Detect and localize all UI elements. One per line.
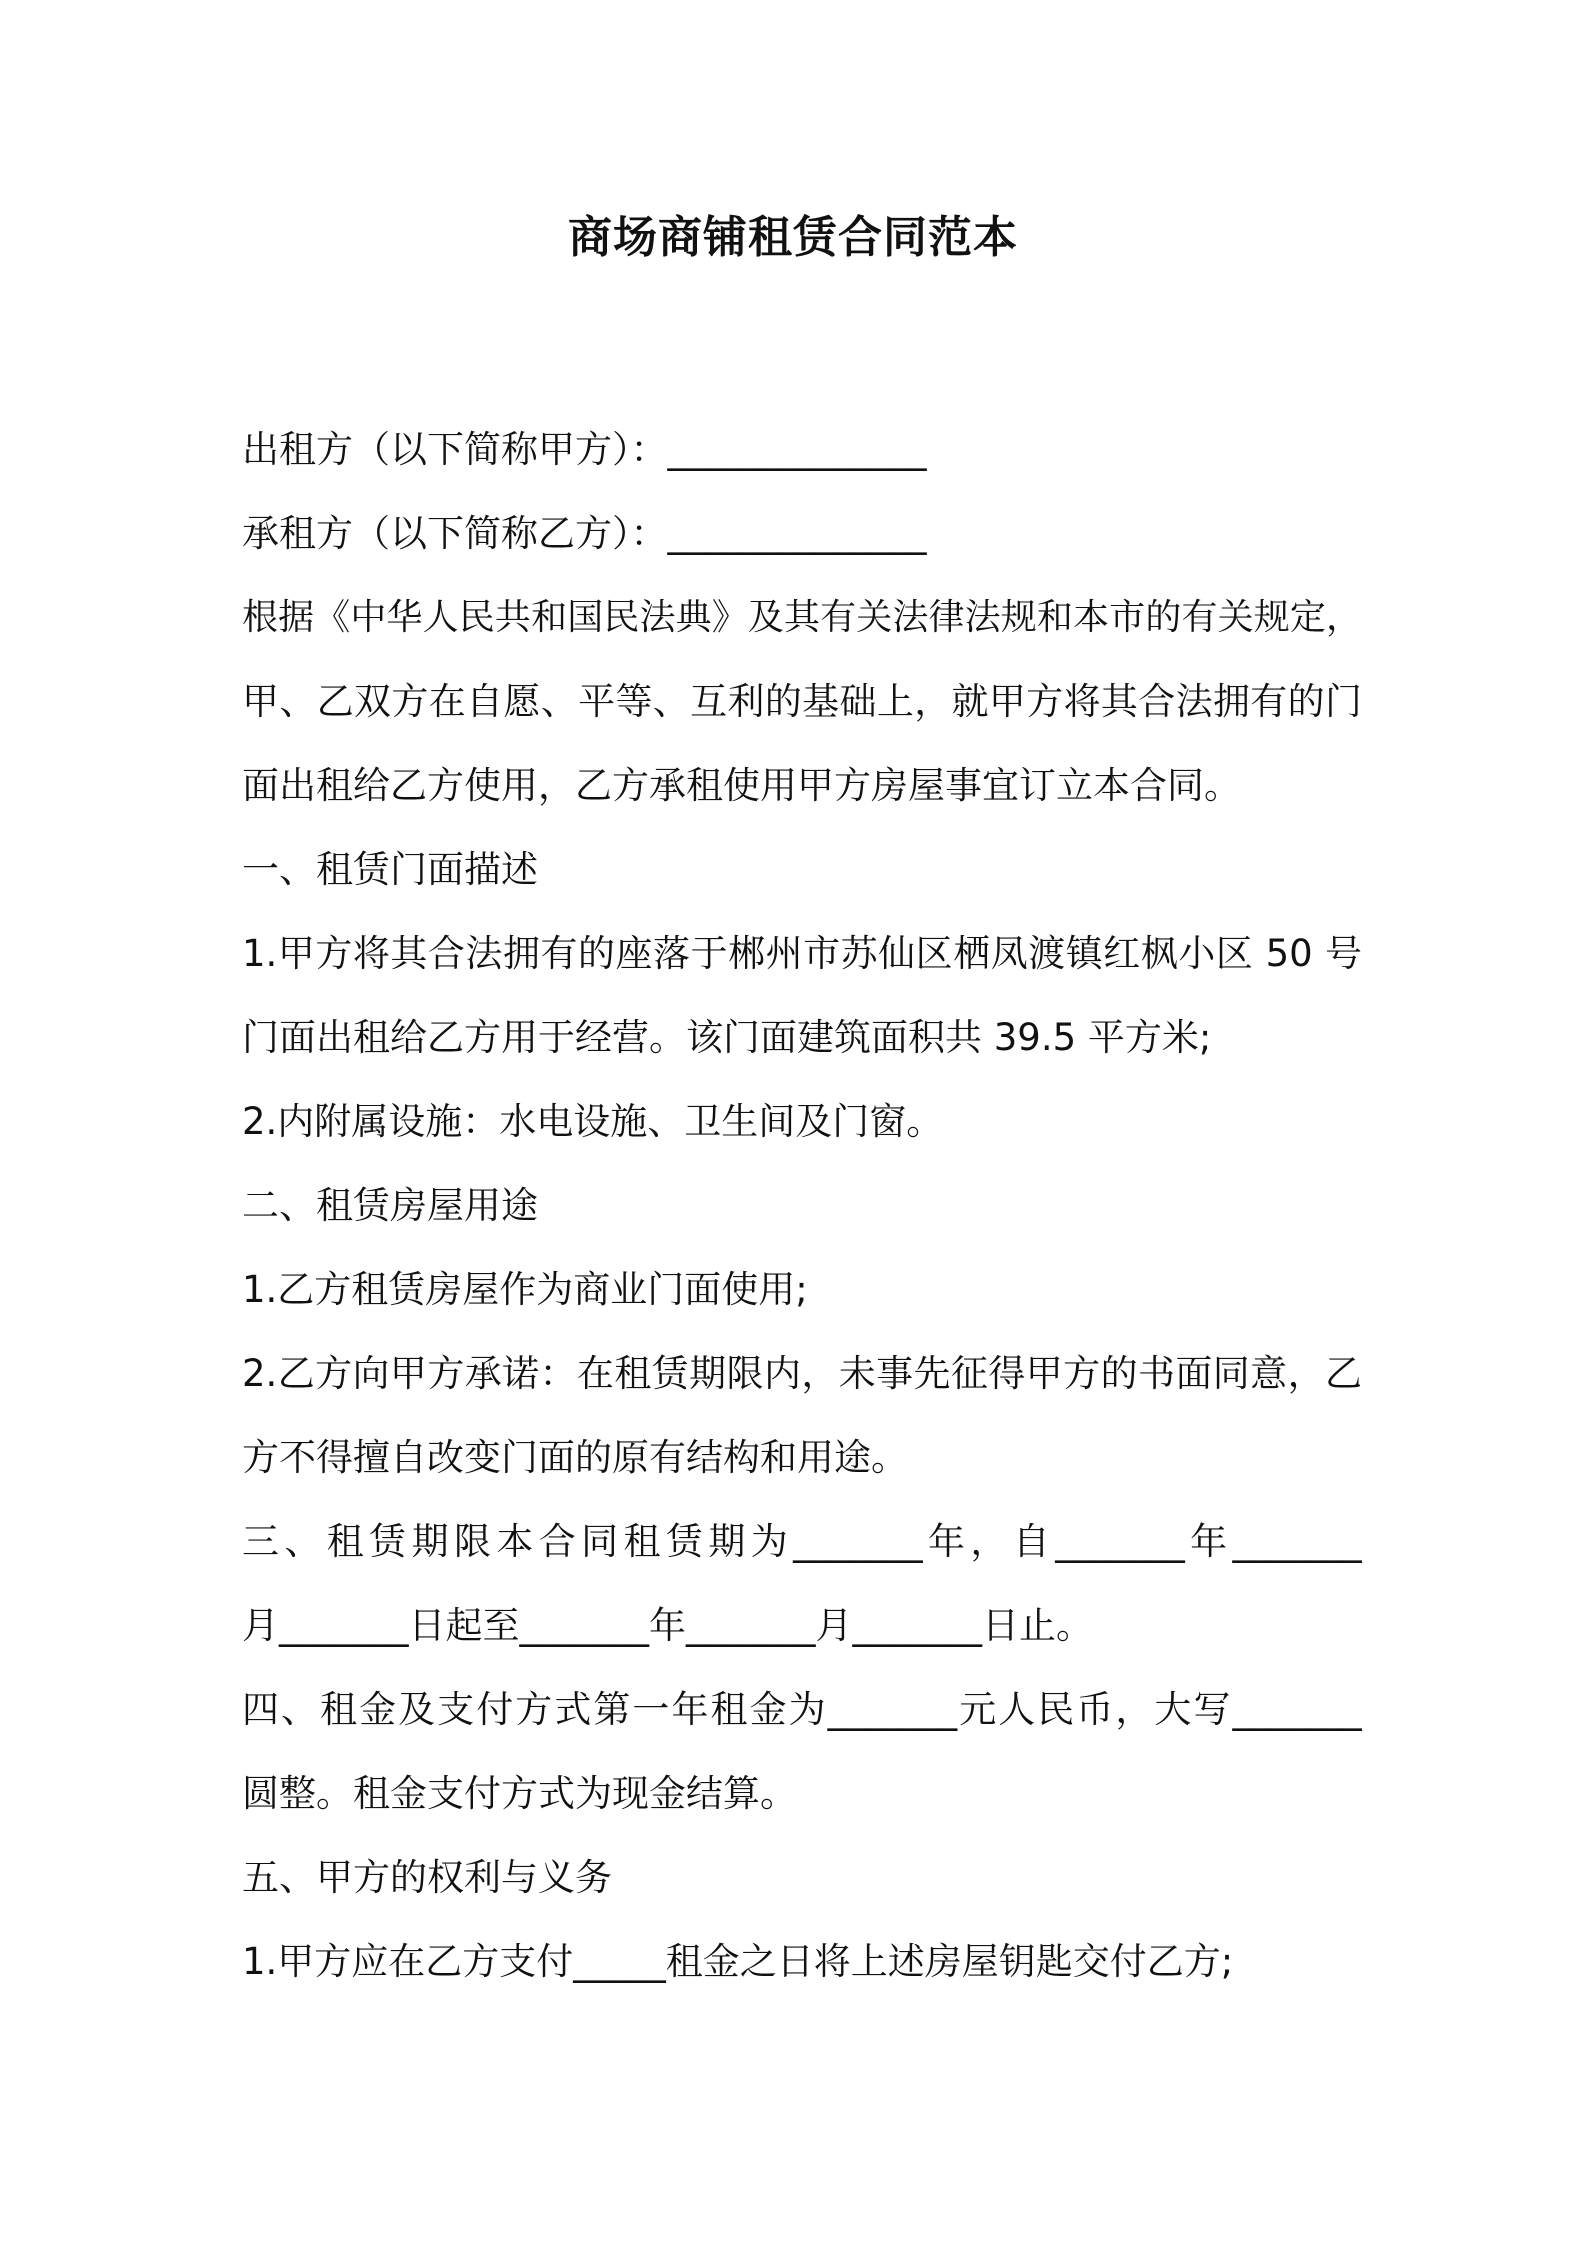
section-1-heading: 一、租赁门面描述 <box>242 848 538 891</box>
lessee-line: 承租方（以下简称乙方）：______________ <box>242 512 927 555</box>
document-title: 商场商铺租赁合同范本 <box>568 212 1018 263</box>
preamble-line-3: 面出租给乙方使用，乙方承租使用甲方房屋事宜订立本合同。 <box>242 764 1241 807</box>
section-1-item-2: 2.内附属设施：水电设施、卫生间及门窗。 <box>242 1100 944 1143</box>
preamble-line-2: 甲、乙双方在自愿、平等、互利的基础上，就甲方将其合法拥有的门 <box>242 680 1362 723</box>
section-5-heading: 五、甲方的权利与义务 <box>242 1856 612 1899</box>
section-1-item-1-line-1: 1.甲方将其合法拥有的座落于郴州市苏仙区栖凤渡镇红枫小区 50 号 <box>242 932 1362 975</box>
document-body <box>242 408 1362 2004</box>
lessor-line: 出租方（以下简称甲方）：______________ <box>242 428 927 471</box>
section-2-item-2-line-2: 方不得擅自改变门面的原有结构和用途。 <box>242 1436 908 1479</box>
preamble-line-1: 根据《中华人民共和国民法典》及其有关法律法规和本市的有关规定， <box>242 597 1362 638</box>
section-1-item-1-line-2: 门面出租给乙方用于经营。该门面建筑面积共 39.5 平方米; <box>242 1016 1212 1059</box>
section-2-heading: 二、租赁房屋用途 <box>242 1184 538 1227</box>
section-2-item-2-line-1: 2.乙方向甲方承诺：在租赁期限内，未事先征得甲方的书面同意，乙 <box>242 1352 1362 1395</box>
section-3-line-1: 三、租赁期限本合同租赁期为_______年，自_______年_______ <box>242 1520 1362 1563</box>
section-3-line-2: 月_______日起至_______年_______月_______日止。 <box>242 1604 1093 1647</box>
section-2-item-1: 1.乙方租赁房屋作为商业门面使用; <box>242 1268 808 1311</box>
section-4-line-2: 圆整。租金支付方式为现金结算。 <box>242 1772 797 1815</box>
section-4-line-1: 四、租金及支付方式第一年租金为_______元人民币，大写_______ <box>242 1688 1362 1731</box>
section-5-item-1: 1.甲方应在乙方支付_____租金之日将上述房屋钥匙交付乙方; <box>242 1940 1234 1983</box>
